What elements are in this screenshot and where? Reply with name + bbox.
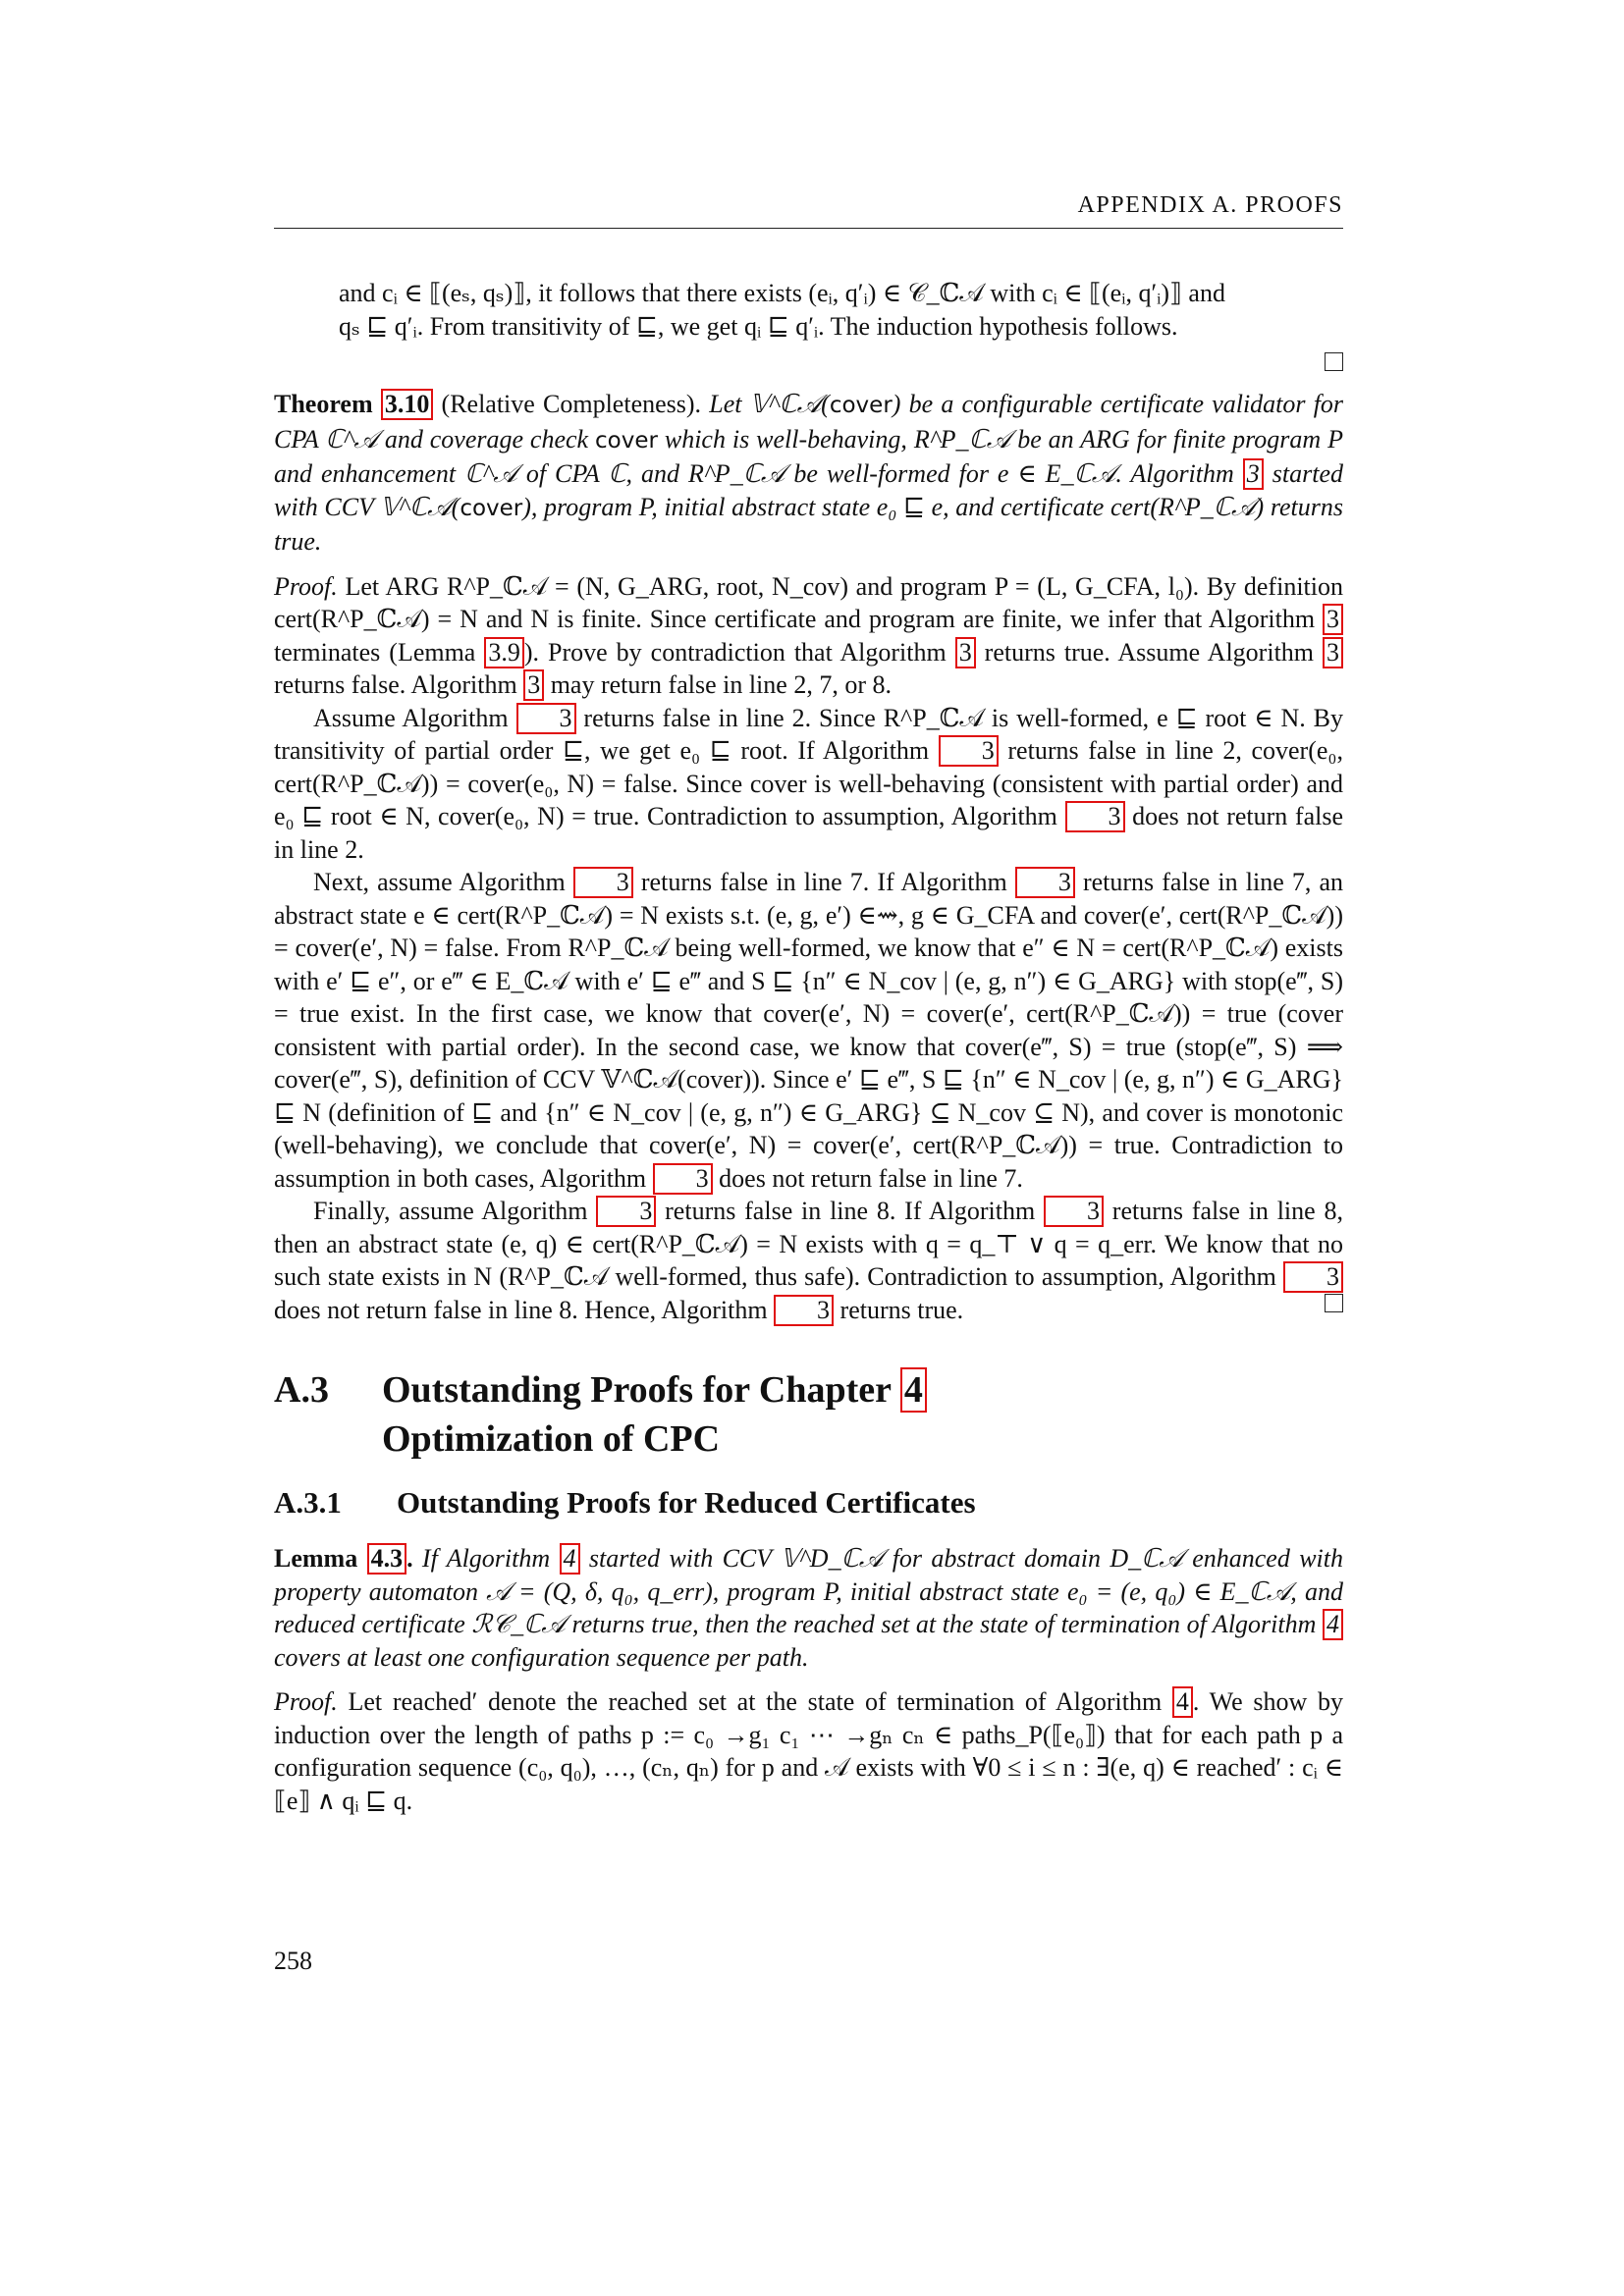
running-header: APPENDIX A. PROOFS [1077, 192, 1343, 218]
header-rule [274, 228, 1343, 229]
inline-text: Next, assume Algorithm [313, 868, 573, 896]
page-number: 258 [274, 1947, 312, 1975]
inline-text: Optimization of CPC [382, 1418, 721, 1460]
qed-symbol [1325, 1294, 1343, 1312]
algorithm-ref-link[interactable]: 3 [1323, 604, 1343, 635]
proof-paragraph-3 [274, 866, 1350, 1195]
algorithm-ref-link[interactable]: 3 [1044, 1196, 1104, 1227]
algorithm-ref-link[interactable]: 4 [1323, 1609, 1343, 1640]
proof-paragraph-4 [274, 1195, 1350, 1326]
proof-lemma-4-3 [274, 1685, 1350, 1817]
inline-text: covers at least one configuration sequence per path. [274, 1610, 1350, 1672]
algorithm-ref-link[interactable]: 3 [774, 1295, 834, 1326]
inline-text: started with CCV 𝕍^D_ℂ𝒜 for abstract domain D_ℂ𝒜 enhanced with property automaton 𝒜 = (Q, δ, q₀, q_err), program P, initial abstract state e₀ = (e, q₀) ∈ E_ℂ𝒜, and reduced certificate ℛ𝒞_ℂ𝒜 returns true, then the reached set at the state of termination of Algorithm [274, 1544, 1350, 1638]
inline-text: ), program P, initial abstract state e₀ ⊑ e, and certificate cert(R^P_ℂ𝒜) returns true. [274, 492, 1350, 556]
continuation-line-2: qₛ ⊑ q′ᵢ. From transitivity of ⊑, we get qᵢ ⊑ q′ᵢ. The induction hypothesis follows. [339, 311, 1178, 341]
proof-label: Proof. [274, 1687, 338, 1716]
algorithm-ref-link[interactable]: 3 [1323, 637, 1343, 668]
lemma-label: Lemma [274, 1544, 358, 1573]
inline-text: Let 𝕍^ℂ𝒜( [709, 390, 830, 418]
inline-text: cover [460, 495, 523, 521]
lemma-ref-link[interactable]: 3.9 [484, 637, 524, 668]
inline-text: does not return false in line 7. [712, 1163, 1023, 1193]
qed-symbol [1325, 352, 1343, 371]
algorithm-ref-link[interactable]: 4 [1172, 1686, 1193, 1718]
inline-text: returns true. Assume Algorithm [975, 637, 1324, 667]
inline-text: started with CCV 𝕍^ℂ𝒜( [274, 459, 1350, 521]
section-title [382, 1365, 927, 1464]
inline-text: . We show by induction over the length of paths p := c₀ →g₁ c₁ ⋯ →gₙ cₙ ∈ paths_P(⟦e₀⟧) that for each path p a configuration sequence (c₀, q₀), …, (cₙ, qₙ) for p and 𝒜 exists with ∀0 ≤ i ≤ n : ∃(e, q) ∈ reached′ : cᵢ ∈ ⟦e⟧ ∧ qᵢ ⊑ q. [274, 1687, 1350, 1815]
chapter-ref-link[interactable]: 4 [900, 1367, 927, 1413]
continuation-line-1: and cᵢ ∈ ⟦(eₛ, qₛ)⟧, it follows that there exists (eᵢ, q′ᵢ) ∈ 𝒞_ℂ𝒜 with cᵢ ∈ ⟦(eᵢ, q′ᵢ)⟧ and [339, 279, 1225, 307]
algorithm-ref-link[interactable]: 4 [560, 1543, 580, 1575]
inline-text: Assume Algorithm [313, 703, 516, 732]
inline-text: returns false in line 8, then an abstract state (e, q) ∈ cert(R^P_ℂ𝒜) = N exists with q = q_⊤ ∨ q = q_err. We know that no such state exists in N (R^P_ℂ𝒜 well-formed, thus safe). Contradiction to assumption, Algorithm [274, 1197, 1350, 1291]
inline-text: cover [829, 393, 893, 418]
inline-text: Let ARG R^P_ℂ𝒜 = (N, G_ARG, root, N_cov) and program P = (L, G_CFA, l₀). By definition cert(R^P_ℂ𝒜) = N and N is finite. Since certificate and program are finite, we infer that Algorithm [274, 571, 1350, 633]
inline-text: ) be a configurable certificate validator for CPA ℂ^𝒜 and coverage check [274, 390, 1350, 454]
inline-text: If Algorithm [412, 1544, 560, 1573]
inline-text: returns false in line 2. Since R^P_ℂ𝒜 is well-formed, e ⊑ root ∈ N. By transitivity of partial order ⊑, we get e₀ ⊑ root. If Algorithm [274, 703, 1350, 765]
inline-text: . [406, 1544, 413, 1573]
inline-text: does not return false in line 2. [274, 802, 1350, 864]
inline-text: does not return false in line 8. Hence, Algorithm [274, 1262, 1350, 1324]
algorithm-ref-link[interactable]: 3 [573, 867, 633, 898]
proof-paragraph-1 [274, 570, 1350, 702]
inline-text: cover [595, 427, 658, 454]
page-body [274, 277, 1350, 1817]
inline-text: Outstanding Proofs for Chapter [382, 1369, 900, 1411]
subsection-heading [274, 1483, 1343, 1522]
algorithm-ref-link[interactable]: 3 [516, 703, 576, 734]
inline-text: ). Prove by contradiction that Algorithm [523, 637, 955, 667]
subsection-number: A.3.1 [274, 1485, 342, 1520]
theorem-ref-link[interactable]: 3.10 [381, 389, 434, 420]
algorithm-ref-link[interactable]: 3 [596, 1196, 656, 1227]
subsection-title: Outstanding Proofs for Reduced Certificates [397, 1485, 976, 1520]
inline-text: terminates (Lemma [274, 605, 1350, 667]
inline-text: returns false. Algorithm [274, 637, 1350, 699]
inline-text: which is well-behaving, R^P_ℂ𝒜 be an ARG for finite program P and enhancement ℂ^𝒜 of CPA ℂ, and R^P_ℂ𝒜 be well-formed for e ∈ E_ℂ𝒜. Algorithm [274, 424, 1350, 488]
inline-text: Finally, assume Algorithm [313, 1197, 597, 1225]
algorithm-ref-link[interactable]: 3 [1243, 458, 1264, 490]
proof-paragraph-2 [274, 702, 1350, 867]
proof-label: Proof. [274, 571, 338, 601]
theorem-name: (Relative Completeness). [441, 390, 702, 418]
lemma-4-3 [274, 1542, 1350, 1674]
section-number: A.3 [274, 1369, 329, 1411]
section-heading [274, 1365, 1343, 1464]
inline-text: may return false in line 2, 7, or 8. [544, 670, 892, 699]
inline-text: returns false in line 8. If Algorithm [656, 1197, 1044, 1225]
theorem-3-10 [274, 388, 1350, 559]
inline-text: returns false in line 7. If Algorithm [632, 868, 1015, 896]
algorithm-ref-link[interactable]: 3 [1015, 867, 1075, 898]
algorithm-ref-link[interactable]: 3 [1065, 801, 1125, 832]
algorithm-ref-link[interactable]: 3 [955, 637, 976, 668]
algorithm-ref-link[interactable]: 3 [1283, 1261, 1343, 1293]
lemma-ref-link[interactable]: 4.3 [367, 1543, 407, 1575]
inline-text: Let reached′ denote the reached set at the state of termination of Algorithm [337, 1687, 1172, 1716]
inline-text: returns false in line 2, cover(e₀, cert(R^P_ℂ𝒜)) = cover(e₀, N) = false. Since cover is well-behaving (consistent with partial order) and e₀ ⊑ root ∈ N, cover(e₀, N) = true. Contradiction to assumption, Algorithm [274, 736, 1350, 830]
theorem-label: Theorem [274, 390, 373, 418]
inline-text: returns true. [834, 1295, 964, 1324]
inline-text: returns false in line 7, an abstract state e ∈ cert(R^P_ℂ𝒜) = N exists s.t. (e, g, e′) ∈⇝, g ∈ G_CFA and cover(e′, cert(R^P_ℂ𝒜)) = cover(e′, N) = false. From R^P_ℂ𝒜 being well-formed, we know that e″ ∈ N = cert(R^P_ℂ𝒜) exists with e′ ⊑ e″, or e‴ ∈ E_ℂ𝒜 with e′ ⊑ e‴ and S ⊑ {n″ ∈ N_cov | (e, g, n″) ∈ G_ARG} with stop(e‴, S) = true exist. In the first case, we know that cover(e′, N) = cover(e′, cert(R^P_ℂ𝒜)) = true (cover consistent with partial order). In the second case, we know that cover(e‴, S) = true (stop(e‴, S) ⟹ cover(e‴, S), definition of CCV 𝕍^ℂ𝒜(cover)). Since e′ ⊑ e‴, S ⊑ {n″ ∈ N_cov | (e, g, n″) ∈ G_ARG} ⊑ N (definition of ⊑ and {n″ ∈ N_cov | (e, g, n″) ∈ G_ARG} ⊆ N_cov ⊆ N), and cover is monotonic (well-behaving), we conclude that cover(e′, N) = cover(e′, cert(R^P_ℂ𝒜)) = true. Contradiction to assumption in both cases, Algorithm [274, 868, 1350, 1193]
algorithm-ref-link[interactable]: 3 [523, 669, 544, 701]
algorithm-ref-link[interactable]: 3 [939, 735, 999, 767]
algorithm-ref-link[interactable]: 3 [653, 1163, 713, 1195]
qed-line [274, 343, 1343, 376]
